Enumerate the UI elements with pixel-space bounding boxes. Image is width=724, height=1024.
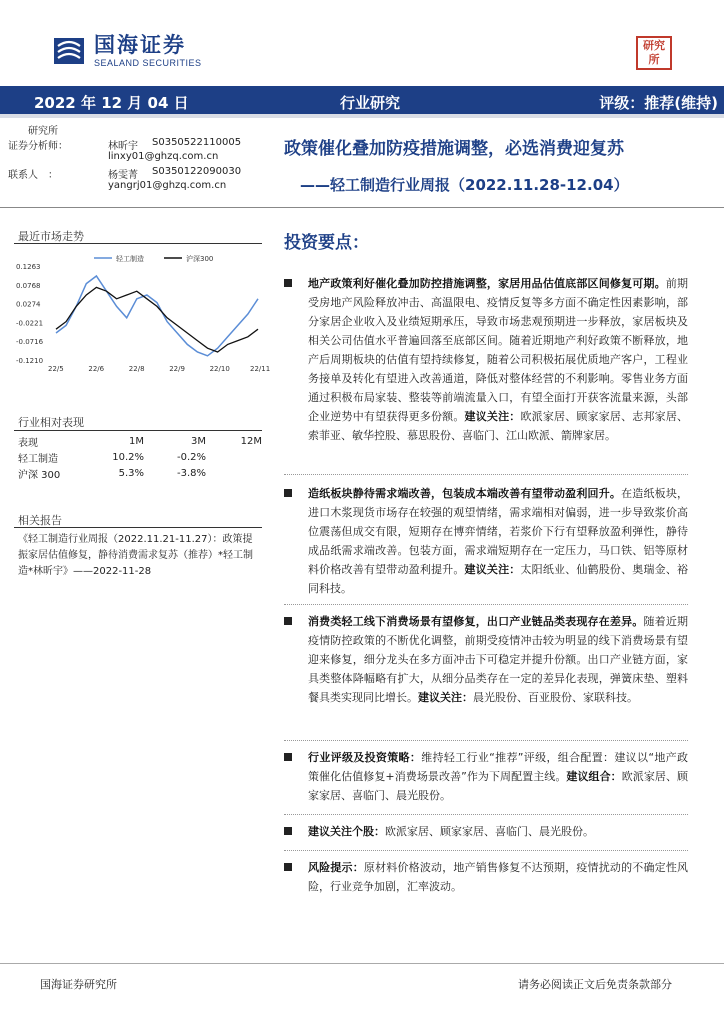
point-title: 地产政策利好催化叠加防控措施调整，家居用品估值底部区间修复可期。	[308, 277, 666, 290]
y-tick-label: 0.0768	[16, 281, 41, 290]
analyst-cert: S0350522110005	[152, 137, 242, 148]
perf-heading: 行业相对表现	[18, 416, 84, 429]
related-report-link[interactable]: 《轻工制造行业周报（2022.11.21-11.27）：政策提振家居估值修复，静待消费需求复苏（推荐）*轻工制造*林昕宇》——2022-11-28	[18, 534, 253, 577]
analyst-name: 林昕宇	[108, 141, 138, 152]
point-title: 风险提示：	[308, 861, 364, 874]
y-tick-label: -0.0221	[16, 319, 44, 328]
legend-label-1: 轻工制造	[116, 255, 144, 263]
related-divider	[14, 527, 262, 528]
point-suggest: 太阳纸业、仙鹤股份、奥瑞金、裕同科技。	[308, 563, 689, 595]
market-heading: 最近市场走势	[18, 230, 84, 243]
divider	[284, 604, 688, 605]
y-tick-label: -0.0716	[16, 338, 44, 347]
divider	[284, 850, 688, 851]
divider	[284, 740, 688, 741]
point-body: 维持轻工行业“推荐”评级，组合配置：建议以“地产政策催化估值修复+消费场景改善”作为下周配置主线。	[308, 751, 688, 783]
report-subtitle: ——轻工制造行业周报（2022.11.28-12.04）	[300, 176, 629, 194]
contact-cert: S0350122090030	[152, 166, 242, 177]
analyst-email[interactable]: linxy01@ghzq.com.cn	[108, 151, 219, 162]
market-divider	[14, 243, 262, 244]
point-suggest: 晨光股份、百亚股份、家联科技。	[473, 691, 638, 704]
brand-name-cn: 国海证券	[94, 33, 186, 57]
x-tick-label: 22/11	[250, 365, 271, 373]
point-suggest-label: 建议关注：	[418, 691, 473, 704]
divider	[284, 474, 688, 475]
x-tick-label: 22/6	[88, 365, 105, 373]
point-title: 行业评级及投资策略：	[308, 751, 422, 764]
point-3	[284, 612, 688, 707]
legend	[94, 254, 213, 263]
sealand-logo-icon	[52, 34, 86, 68]
perf-col-1m: 1M	[129, 435, 144, 447]
point-title: 造纸板块静待需求端改善，包装成本端改善有望带动盈利回升。	[308, 487, 622, 500]
point-suggest-label: 建议关注：	[464, 563, 521, 576]
bullet-square-icon	[284, 617, 292, 625]
brand-logo	[52, 34, 202, 68]
bullet-square-icon	[284, 489, 292, 497]
perf-cell: -0.2%	[176, 451, 206, 463]
related-heading: 相关报告	[18, 514, 62, 527]
table-row	[18, 449, 262, 465]
y-tick-label: 0.1263	[16, 263, 41, 271]
header-divider	[0, 207, 724, 208]
perf-col-12m: 12M	[240, 435, 262, 447]
point-suggest: 欧派家居、顾家家居、喜临门、晨光股份。	[308, 770, 689, 802]
report-type: 行业研究	[340, 94, 401, 112]
x-tick-label: 22/5	[48, 365, 64, 373]
point-6	[284, 858, 688, 896]
report-date: 2022 年 12 月 04 日	[34, 94, 189, 112]
point-body: 随着近期疫情防控政策的不断优化调整，前期受疫情冲击较为明显的线下消费场景有望迎来修复，细分龙头在多方面冲击下可稳定并提升份额。出口产业链方面，家具类整体降幅略有扩大，从细分品类存在一定的差异化表现，弹簧床垫、塑料餐具类实现同比增长。	[308, 615, 688, 704]
x-tick-label: 22/10	[209, 365, 230, 373]
bullet-square-icon	[284, 753, 292, 761]
point-body: 前期受房地产风险释放冲击、高温限电、疫情反复等多方面不确定性因素影响，部分家居企业收入及业绩短期承压，导致市场悲观预期进一步释放，家居板块及相关公司估值水平普遍回落至底部区间。随着近期地产利好政策不断释放，地产后周期板块的估值有望持续修复，随着公司积极拓展优质地产客户，工程业务接单及转化有望进入改善通道，降低对整体经营的不利影响。零售业务方面通过积极布局家装、整装等前端流量入口，有望全面打开获客流量来源，头部企业逆势中有望获得更多份额。	[308, 277, 689, 423]
bullet-square-icon	[284, 827, 292, 835]
footer-divider	[0, 963, 724, 964]
point-body: 原材料价格波动，地产销售修复不达预期，疫情扰动的不确定性风险，行业竞争加剧，汇率波动。	[308, 861, 689, 893]
report-title: 政策催化叠加防疫措施调整，必选消费迎复苏	[284, 139, 624, 159]
table-row	[18, 465, 262, 481]
footer-left: 国海证券研究所	[40, 978, 117, 991]
dept-label: 研究所	[28, 126, 58, 137]
point-body: 在造纸板块，进口木浆现货市场存在较强的观望情绪，需求端相对偏弱，进一步导致浆价高位震荡但成交有限，短期存在博弈情绪，若浆价下行有望释放盈利弹性，静待成品纸需求端改善。包装方面，需求端短期存在一定压力，马口铁、铝等原材料价格改善有望带动盈利提升。	[308, 487, 689, 576]
point-body: 欧派家居、顾家家居、喜临门、晨光股份。	[385, 825, 594, 838]
y-tick-label: 0.0274	[16, 300, 41, 309]
x-tick-label: 22/8	[128, 365, 145, 373]
point-suggest-label: 建议组合：	[566, 770, 622, 783]
perf-header-row	[18, 433, 262, 449]
perf-divider	[14, 430, 262, 431]
perf-cell: 5.3%	[118, 467, 144, 479]
point-5	[284, 822, 688, 841]
analyst-label: 证券分析师：	[8, 141, 68, 152]
research-stamp-icon: 研究 所	[636, 36, 672, 70]
market-chart	[14, 248, 271, 378]
point-suggest-label: 建议关注：	[464, 410, 521, 423]
perf-cell: 10.2%	[112, 451, 144, 463]
point-4	[284, 748, 688, 805]
divider	[284, 814, 688, 815]
bullet-square-icon	[284, 279, 292, 287]
perf-col-3m: 3M	[191, 435, 206, 447]
section-heading: 投资要点：	[284, 233, 369, 253]
header-banner	[0, 86, 724, 118]
footer-right: 请务必阅读正文后免责条款部分	[518, 978, 672, 991]
point-title: 消费类轻工线下消费场景有望修复，出口产业链品类表现存在差异。	[308, 615, 644, 628]
y-tick-label: -0.1210	[16, 357, 44, 365]
contact-name: 杨雯菁	[108, 170, 138, 181]
point-title: 建议关注个股：	[308, 825, 385, 838]
point-suggest: 欧派家居、顾家家居、志邦家居、索菲亚、敏华控股、慕思股份、喜临门、江山欧派、箭牌家居。	[308, 410, 689, 442]
perf-cell: 轻工制造	[18, 453, 58, 465]
contact-label: 联系人 ：	[8, 170, 58, 181]
legend-label-2: 沪深300	[186, 255, 214, 263]
contact-email[interactable]: yangrj01@ghzq.com.cn	[108, 180, 227, 191]
x-tick-label: 22/9	[169, 365, 185, 373]
point-2	[284, 484, 688, 598]
bullet-square-icon	[284, 863, 292, 871]
report-rating: 评级：推荐(维持)	[599, 94, 718, 112]
series-line-1	[56, 287, 258, 352]
perf-table	[18, 433, 262, 481]
point-1	[284, 274, 688, 445]
perf-cell: -3.8%	[176, 467, 206, 479]
brand-name-en: SEALAND SECURITIES	[94, 58, 202, 68]
perf-cell: 沪深 300	[18, 469, 61, 481]
perf-col-name: 表现	[18, 437, 38, 449]
